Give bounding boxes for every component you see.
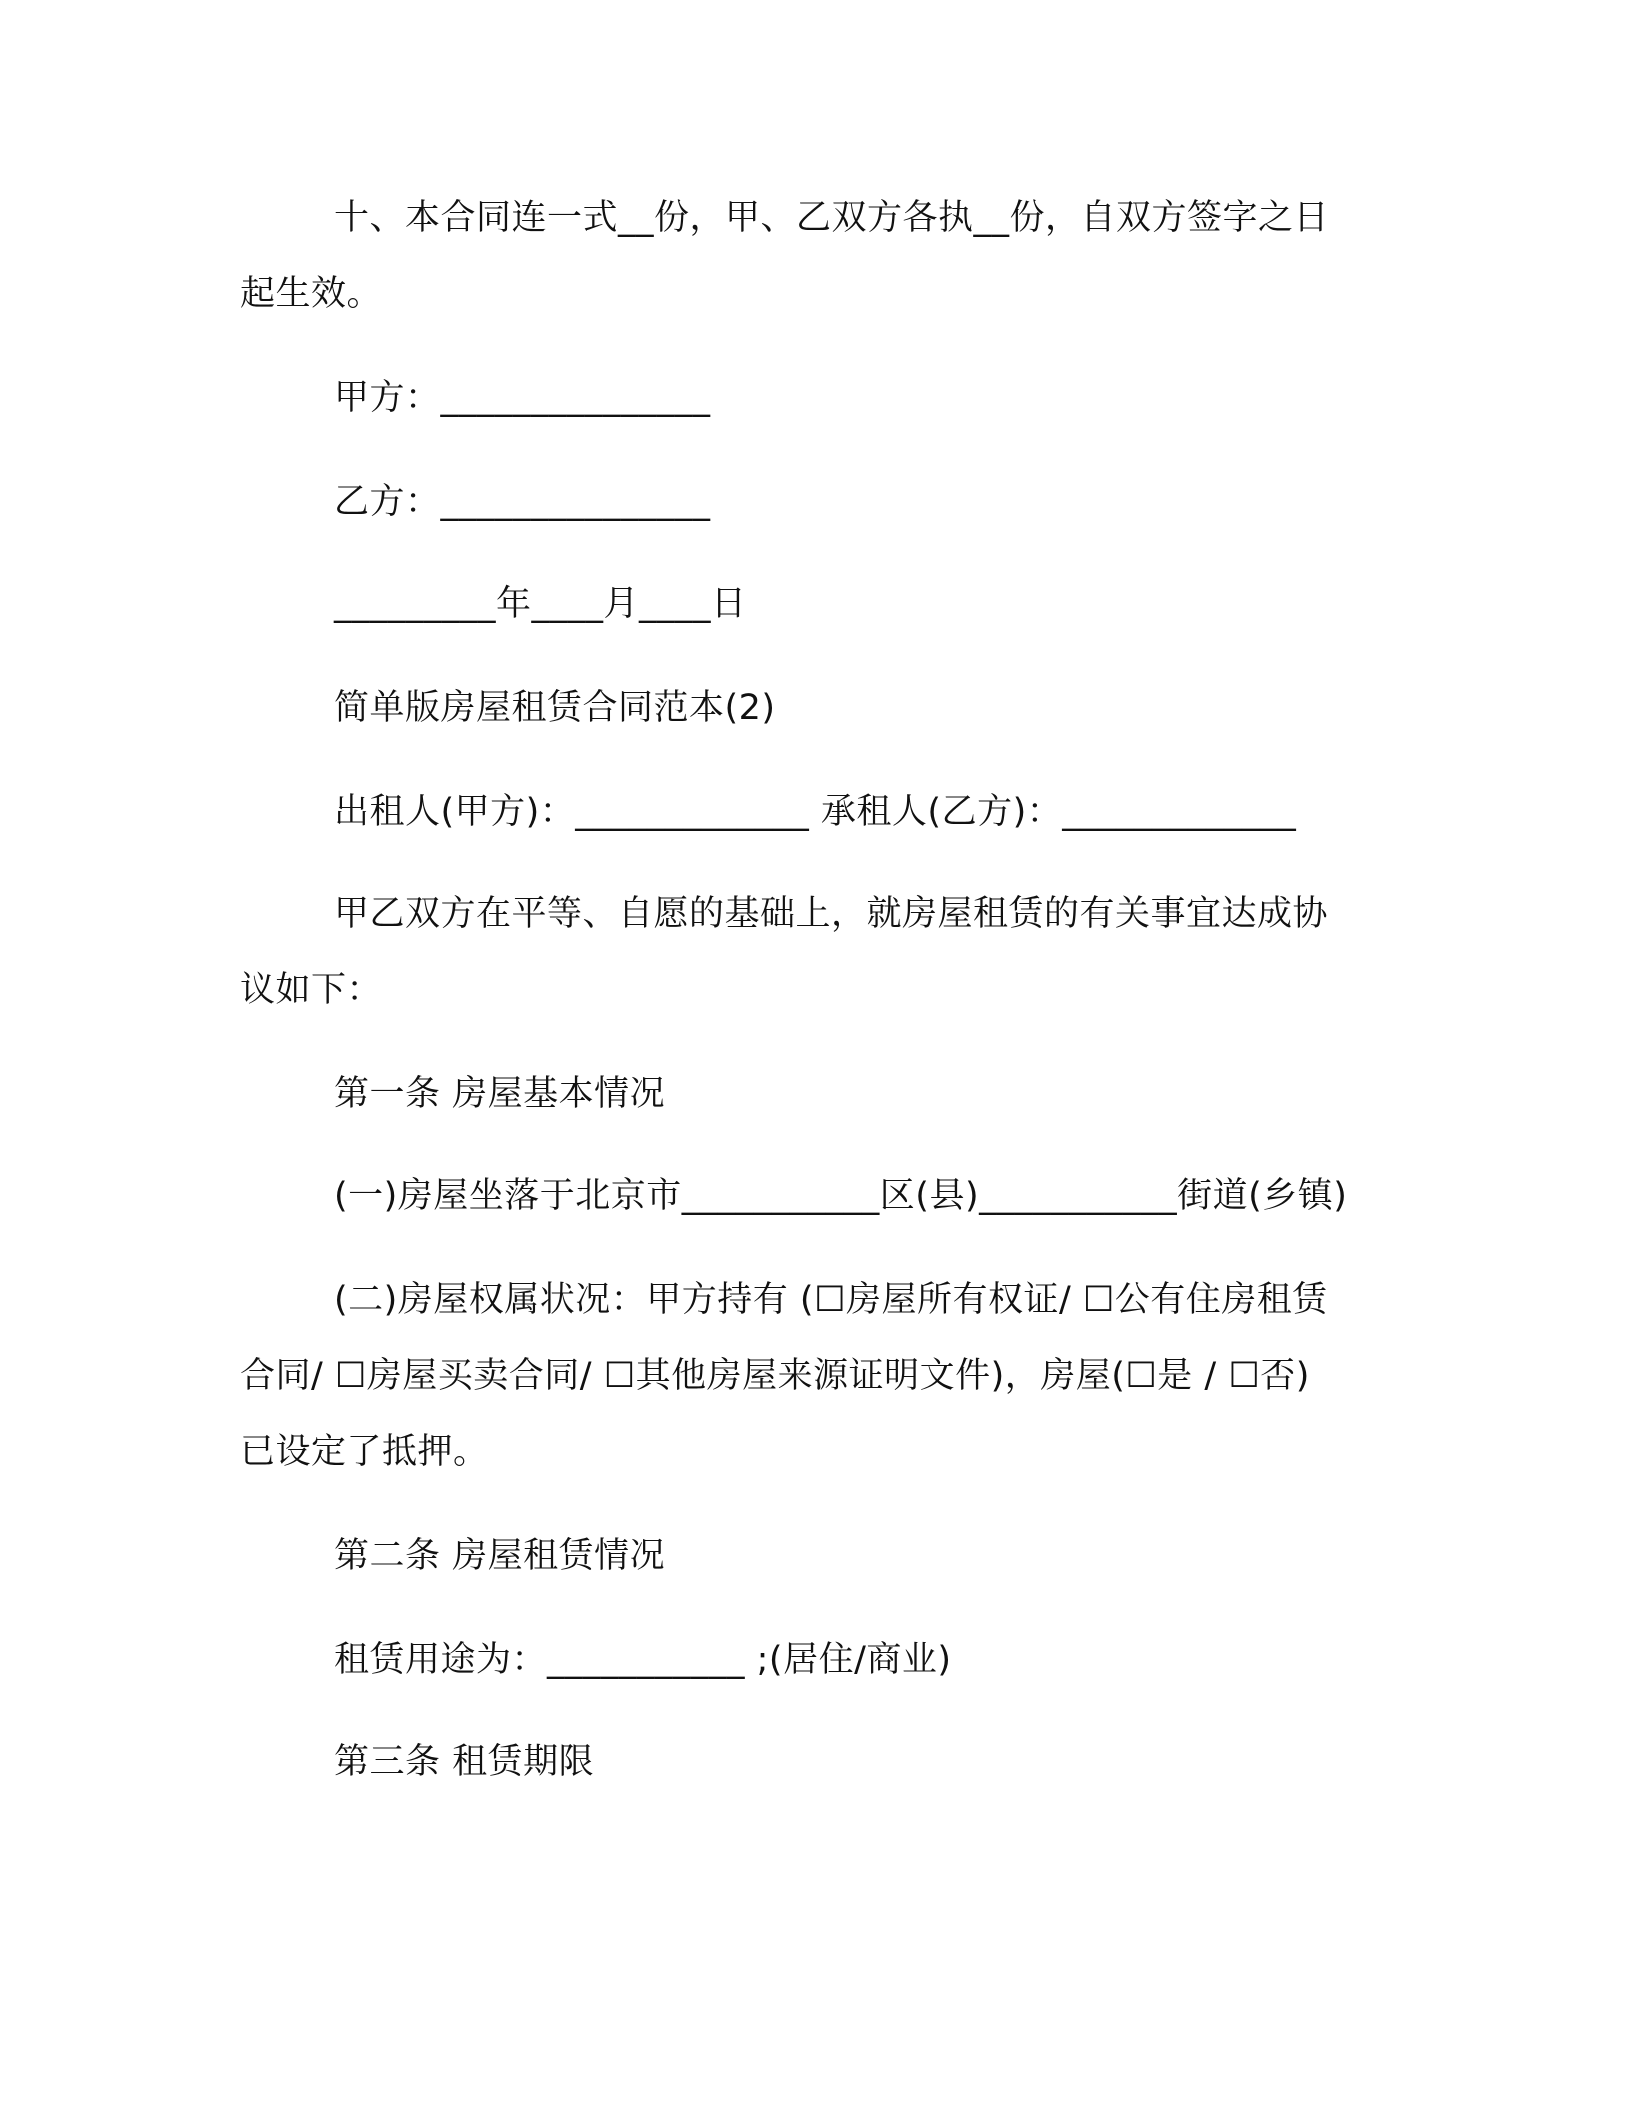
property-location: (一)房屋坐落于北京市___________区(县)___________街道(乡镇) <box>334 1176 1348 1216</box>
property-ownership-line-3: 已设定了抵押。 <box>240 1432 489 1472</box>
preamble-line-2: 议如下： <box>240 970 383 1010</box>
party-b-signature: 乙方：_______________ <box>334 482 711 522</box>
article-two-heading: 第二条 房屋租赁情况 <box>334 1536 666 1576</box>
property-ownership-line-2: 合同/ ☐房屋买卖合同/ ☐其他房屋来源证明文件)，房屋(☐是 / ☐否) <box>240 1356 1310 1396</box>
party-a-signature: 甲方：_______________ <box>334 378 711 418</box>
clause-ten-line-2: 起生效。 <box>240 274 383 314</box>
contract-title: 简单版房屋租赁合同范本(2) <box>334 688 776 728</box>
parties-line: 出租人(甲方)：_____________ 承租人(乙方)：_____________ <box>334 792 1297 832</box>
clause-ten-line-1: 十、本合同连一式__份，甲、乙双方各执__份，自双方签字之日 <box>334 198 1330 238</box>
article-three-heading: 第三条 租赁期限 <box>334 1742 595 1782</box>
property-ownership-line-1: (二)房屋权属状况：甲方持有 (☐房屋所有权证/ ☐公有住房租赁 <box>334 1280 1328 1320</box>
preamble-line-1: 甲乙双方在平等、自愿的基础上，就房屋租赁的有关事宜达成协 <box>334 894 1329 934</box>
signing-date: _________年____月____日 <box>334 584 747 624</box>
article-one-heading: 第一条 房屋基本情况 <box>334 1074 666 1114</box>
lease-purpose: 租赁用途为：___________ ;(居住/商业) <box>334 1640 952 1680</box>
